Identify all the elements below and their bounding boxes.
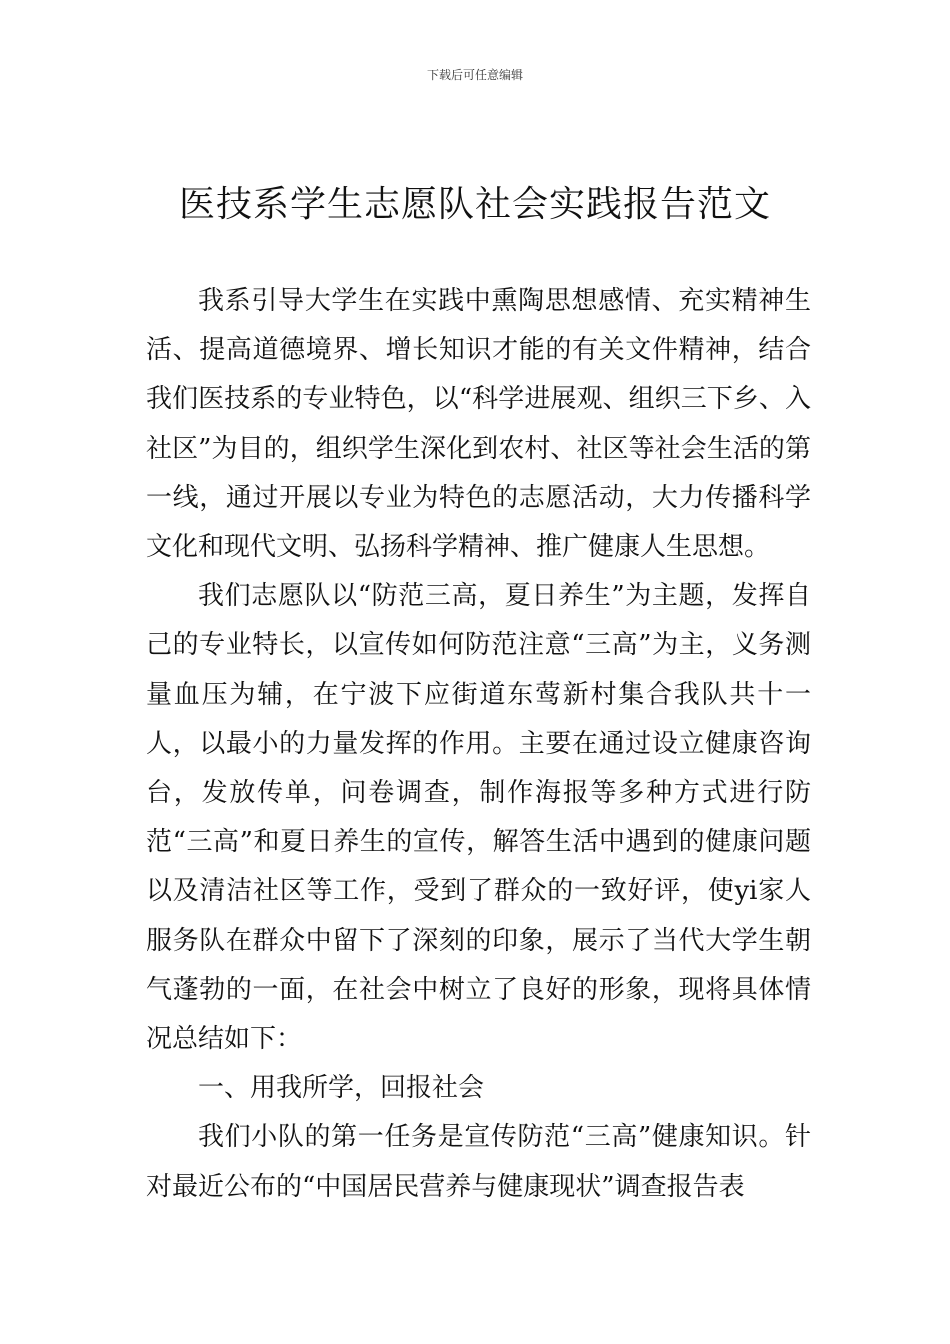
paragraph-intro: 我系引导大学生在实践中熏陶思想感情、充实精神生活、提高道德境界、增长知识才能的有关文件精神，结合我们医技系的专业特色，以“科学进展观、组织三下乡、入社区”为目的，组织学生深化到农村、社区等社会生活的第一线，通过开展以专业为特色的志愿活动，大力传播科学文化和现代文明、弘扬科学精神、推广健康人生思想。: [146, 286, 811, 563]
section-heading: 一、用我所学，回报社会: [198, 1073, 485, 1104]
paragraph-task: 我们小队的第一任务是宣传防范“三高”健康知识。针对最近公布的“中国居民营养与健康现状”调查报告表: [146, 1122, 811, 1202]
document-title: 医技系学生志愿队社会实践报告范文: [178, 184, 771, 225]
header-note: 下载后可任意编辑: [426, 68, 523, 82]
document-body: [146, 277, 811, 1212]
paragraph-team: 我们志愿队以“防范三高，夏日养生”为主题，发挥自己的专业特长，以宣传如何防范注意“三高”为主，义务测量血压为辅，在宁波下应街道东莺新村集合我队共十一人，以最小的力量发挥的作用。主要在通过设立健康咨询台，发放传单，问卷调查，制作海报等多种方式进行防范“三高”和夏日养生的宣传，解答生活中遇到的健康问题以及清洁社区等工作，受到了群众的一致好评，使yi家人服务队在群众中留下了深刻的印象，展示了当代大学生朝气蓬勃的一面，在社会中树立了良好的形象，现将具体情况总结如下：: [146, 581, 811, 1055]
